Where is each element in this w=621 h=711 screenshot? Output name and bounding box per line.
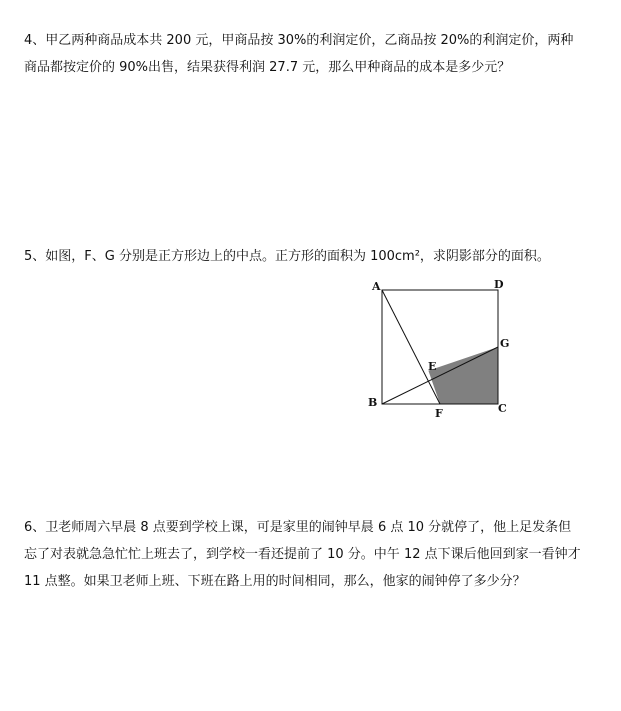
problem-4-text: 4、甲乙两种商品成本共 200 元，甲商品按 30%的利润定价，乙商品按 20%的利润定价，两种商品都按定价的 90%出售，结果获得利润 27.7 元，那么甲种商品的成本是多少元？ <box>24 33 574 75</box>
shaded-region <box>428 347 498 404</box>
label-a: A <box>372 280 381 293</box>
label-c: C <box>498 402 507 415</box>
segment-af <box>382 290 440 404</box>
square-geometry-figure <box>360 276 520 421</box>
label-e: E <box>428 360 437 373</box>
label-b: B <box>368 396 378 409</box>
problem-5-text: 5、如图，F、G 分别是正方形边上的中点。正方形的面积为 100cm²，求阴影部分的面积。 <box>24 249 550 264</box>
label-f: F <box>435 407 443 420</box>
label-d: D <box>494 278 504 291</box>
label-g: G <box>500 337 510 350</box>
problem-6-text: 6、卫老师周六早晨 8 点要到学校上课，可是家里的闹钟早晨 6 点 10 分就停了，他上足发条但忘了对表就急急忙忙上班去了，到学校一看还提前了 10 分。中午 12 点下课后他回到家一看钟才 11 点整。如果卫老师上班、下班在路上用的时间相同，那么，他家的闹钟停了多少分？ <box>24 520 581 589</box>
